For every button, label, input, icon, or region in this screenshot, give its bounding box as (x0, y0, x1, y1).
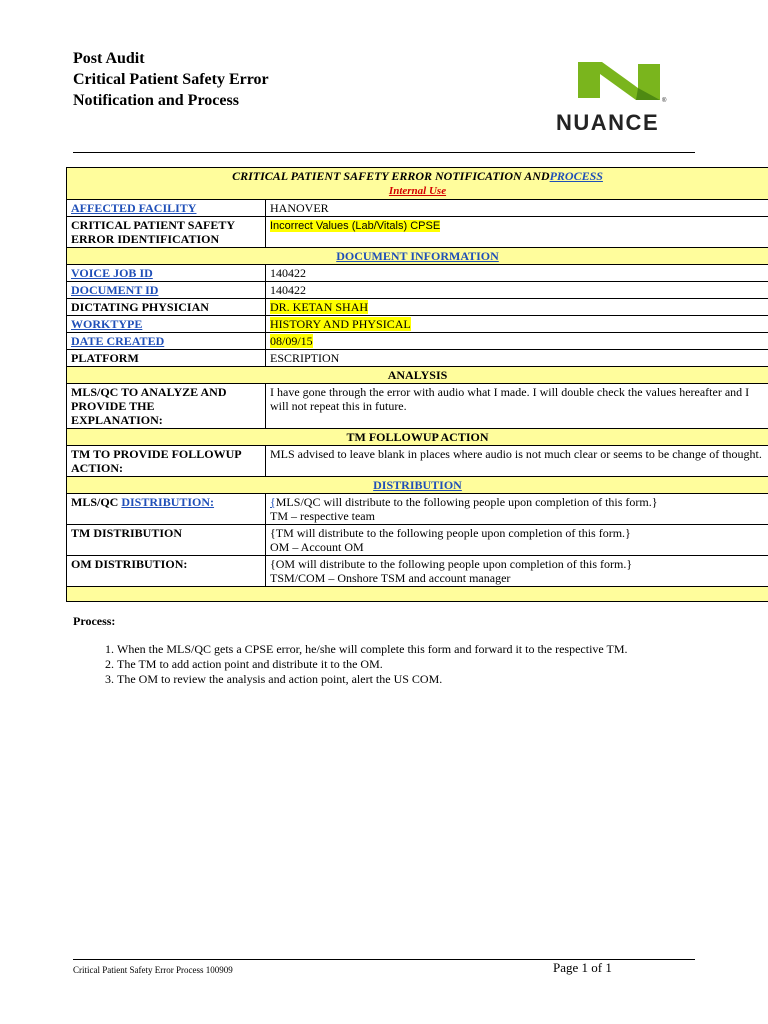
cpse-identification-label: CRITICAL PATIENT SAFETY ERROR IDENTIFICATION (67, 217, 266, 248)
document-info-heading-row (67, 248, 768, 265)
physician-row (67, 299, 768, 316)
empty-band-row (67, 587, 768, 602)
analysis-row (67, 384, 768, 429)
form-title-row (67, 168, 768, 200)
title-line-1: Post Audit (73, 50, 145, 67)
distribution-heading-row (67, 477, 768, 494)
cpse-identification-value: Incorrect Values (Lab/Vitals) CPSE (270, 220, 441, 232)
form-title: CRITICAL PATIENT SAFETY ERROR NOTIFICATION ANDPROCESS (232, 169, 603, 183)
platform-value: ESCRIPTION (266, 350, 768, 367)
mlsqc-distribution-row (67, 494, 768, 525)
voice-job-label[interactable]: VOICE JOB ID (71, 266, 153, 280)
analysis-heading: ANALYSIS (67, 367, 768, 384)
footer-page-number: Page 1 of 1 (553, 960, 612, 975)
footer-document-name: Critical Patient Safety Error Process 100909 (73, 965, 233, 975)
document-title (73, 48, 269, 111)
date-created-label[interactable]: DATE CREATED (71, 334, 165, 348)
followup-heading: TM FOLLOWUP ACTION (67, 429, 768, 446)
process-link[interactable]: PROCESS (549, 169, 603, 183)
brace-link[interactable]: { (270, 495, 276, 509)
worktype-label[interactable]: WORKTYPE (71, 317, 143, 331)
tm-distribution-row (67, 525, 768, 556)
followup-value: MLS advised to leave blank in places where audio is not much clear or seems to be change of thought. (266, 446, 768, 477)
platform-row (67, 350, 768, 367)
physician-value: DR. KETAN SHAH (270, 300, 369, 314)
followup-label: TM TO PROVIDE FOLLOWUP ACTION: (67, 446, 266, 477)
om-distribution-value: {OM will distribute to the following people upon completion of this form.} TSM/COM – Onshore TSM and account manager (266, 556, 768, 587)
registered-mark: ® (662, 98, 667, 104)
voice-job-value: 140422 (266, 265, 768, 282)
process-title: Process: (73, 614, 116, 628)
voice-job-row (67, 265, 768, 282)
document-id-row (67, 282, 768, 299)
process-step: 1. When the MLS/QC gets a CPSE error, he/she will complete this form and forward it to the respective TM. (117, 642, 737, 657)
date-created-row (67, 333, 768, 350)
worktype-value: HISTORY AND PHYSICAL (270, 317, 411, 331)
process-steps-list (73, 642, 737, 687)
analysis-value: I have gone through the error with audio what I made. I will double check the values hereafter and I will not repeat this in future. (266, 384, 768, 429)
tm-distribution-label: TM DISTRIBUTION (67, 525, 266, 556)
cpse-form-table (66, 167, 768, 602)
document-info-heading[interactable]: DOCUMENT INFORMATION (336, 249, 499, 263)
mlsqc-distribution-value: {MLS/QC will distribute to the following people upon completion of this form.} TM – respective team (266, 494, 768, 525)
analysis-heading-row (67, 367, 768, 384)
form-subtitle: Internal Use (388, 185, 447, 197)
distribution-heading[interactable]: DISTRIBUTION (373, 478, 462, 492)
distribution-link[interactable]: DISTRIBUTION: (121, 495, 215, 509)
analysis-label: MLS/QC TO ANALYZE AND PROVIDE THE EXPLANATION: (67, 384, 266, 429)
mlsqc-distribution-label: MLS/QC DISTRIBUTION: (67, 494, 266, 525)
platform-label: PLATFORM (67, 350, 266, 367)
followup-row (67, 446, 768, 477)
affected-facility-row (67, 200, 768, 217)
worktype-row (67, 316, 768, 333)
affected-facility-value: HANOVER (266, 200, 768, 217)
process-step: 2. The TM to add action point and distribute it to the OM. (117, 657, 737, 672)
document-id-value: 140422 (266, 282, 768, 299)
affected-facility-label[interactable]: AFFECTED FACILITY (71, 201, 197, 215)
om-distribution-label: OM DISTRIBUTION: (67, 556, 266, 587)
cpse-identification-row (67, 217, 768, 248)
document-id-label[interactable]: DOCUMENT ID (71, 283, 159, 297)
title-line-3: Notification and Process (73, 92, 239, 109)
logo-wordmark: NUANCE (556, 110, 660, 135)
header-divider (73, 152, 695, 153)
process-step: 3. The OM to review the analysis and action point, alert the US COM. (117, 672, 737, 687)
title-line-2: Critical Patient Safety Error (73, 71, 269, 88)
date-created-value: 08/09/15 (270, 334, 313, 348)
followup-heading-row (67, 429, 768, 446)
tm-distribution-value: {TM will distribute to the following people upon completion of this form.} OM – Account OM (266, 525, 768, 556)
physician-label: DICTATING PHYSICIAN (67, 299, 266, 316)
om-distribution-row (67, 556, 768, 587)
